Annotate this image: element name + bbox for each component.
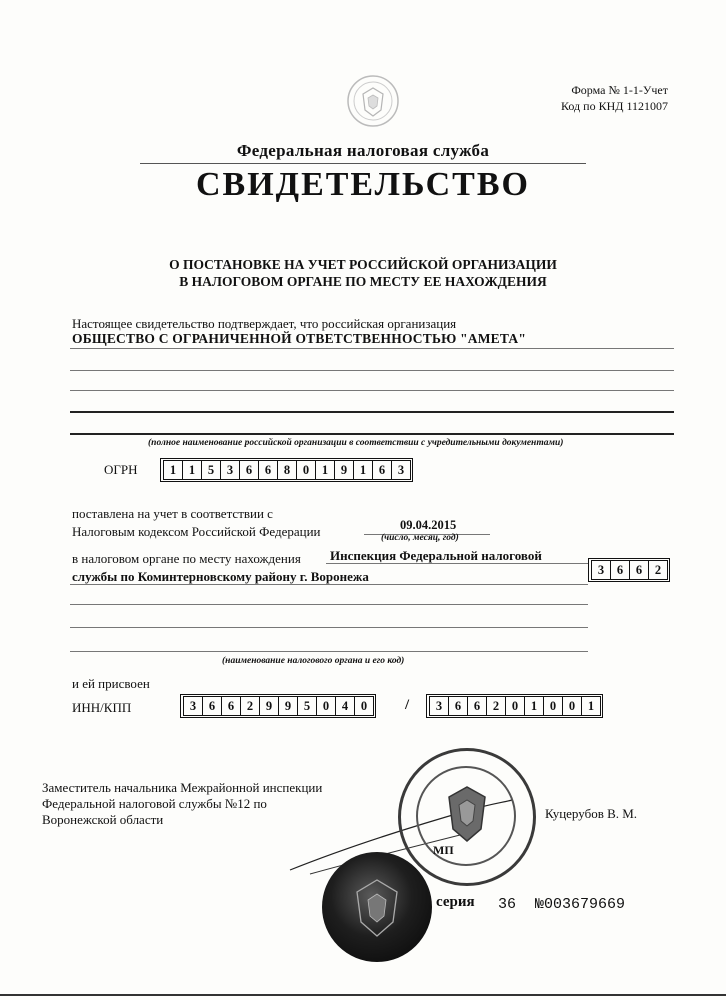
authority-line-3 [70,604,588,605]
document-title: СВИДЕТЕЛЬСТВО [196,166,530,203]
document-subtitle [0,256,726,290]
ogrn-digit: 6 [372,460,392,480]
kpp-digit: 3 [429,696,449,716]
scan-edge [0,994,726,996]
ogrn-digit: 3 [220,460,240,480]
serial-label: серия [436,894,475,910]
inn-digit: 2 [240,696,260,716]
authority-name-line-1: Инспекция Федеральной налоговой [330,548,542,563]
authority-line-2 [70,584,588,585]
inn-digit: 4 [335,696,355,716]
agency-name: Федеральная налоговая служба [236,141,490,160]
subtitle-line-1: О ПОСТАНОВКЕ НА УЧЕТ РОССИЙСКОЙ ОРГАНИЗАЦИИ [169,257,557,272]
ogrn-digit: 3 [391,460,411,480]
kpp-digit: 1 [581,696,601,716]
position-line-2: Федеральной налоговой службы №12 по [42,796,267,811]
kpp-digit: 0 [505,696,525,716]
kpp-boxes [426,694,603,718]
inn-digit: 0 [316,696,336,716]
seal-mp: МП [433,843,454,857]
kpp-digit: 0 [562,696,582,716]
inn-digit: 6 [221,696,241,716]
registration-date: 09.04.2015 [400,518,457,532]
serial-series: 36 [498,896,517,913]
registration-line-1: поставлена на учет в соответствии с [72,506,273,521]
authority-line-5 [70,651,588,652]
authority-code-digit: 6 [610,560,630,580]
inn-digit: 0 [354,696,374,716]
inn-kpp-label: ИНН/КПП [72,700,132,715]
kpp-digit: 6 [448,696,468,716]
signatory-name: Куцерубов В. М. [545,806,638,821]
kpp-digit: 6 [467,696,487,716]
ogrn-digit: 1 [353,460,373,480]
ogrn-digit: 0 [296,460,316,480]
inn-digit: 3 [183,696,203,716]
subtitle-line-2: В НАЛОГОВОМ ОРГАНЕ ПО МЕСТУ ЕЕ НАХОЖДЕНИЯ [179,274,547,289]
org-line-2 [70,370,674,371]
authority-label: в налоговом органе по месту нахождения [72,551,301,566]
inn-digit: 9 [278,696,298,716]
org-name: ОБЩЕСТВО С ОГРАНИЧЕННОЙ ОТВЕТСТВЕННОСТЬЮ "АМЕТА" [72,331,527,346]
ogrn-digit: 1 [163,460,183,480]
registration-line-2: Налоговым кодексом Российской Федерации [72,524,321,539]
watermark-emblem-icon [346,72,400,130]
authority-caption: (наименование налогового органа и его код) [222,656,405,666]
org-intro: Настоящее свидетельство подтверждает, что российская организация [72,316,457,331]
authority-code-digit: 6 [629,560,649,580]
ogrn-digit: 5 [201,460,221,480]
authority-code-digit: 3 [591,560,611,580]
authority-code-boxes [588,558,670,582]
date-caption: (число, месяц, год) [381,533,459,543]
kpp-digit: 2 [486,696,506,716]
form-code-block [540,82,668,114]
inn-kpp-separator: / [405,697,410,713]
form-number: Форма № 1-1-Учет [571,83,668,97]
org-line-5 [70,433,674,435]
ogrn-digit: 1 [182,460,202,480]
serial-number: №003679669 [535,896,626,913]
org-line-3 [70,390,674,391]
ogrn-label: ОГРН [104,462,138,477]
ogrn-digit: 6 [239,460,259,480]
ogrn-digit: 1 [315,460,335,480]
position-line-1: Заместитель начальника Межрайонной инспекции [42,780,323,795]
ogrn-boxes [160,458,413,482]
hologram-emblem-icon [322,852,432,962]
knd-code: Код по КНД 1121007 [561,99,668,113]
ogrn-digit: 8 [277,460,297,480]
ogrn-digit: 6 [258,460,278,480]
inn-boxes [180,694,376,718]
authority-line-4 [70,627,588,628]
kpp-digit: 0 [543,696,563,716]
inn-digit: 5 [297,696,317,716]
ogrn-digit: 9 [334,460,354,480]
header-rule [140,163,586,164]
org-caption: (полное наименование российской организации в соответствии с учредительными документами) [148,438,564,448]
assigned-label: и ей присвоен [72,676,150,691]
position-line-3: Воронежской области [42,812,164,827]
inn-digit: 9 [259,696,279,716]
inn-digit: 6 [202,696,222,716]
authority-line-1 [326,563,588,564]
authority-name-line-2: службы по Коминтерновскому району г. Воронежа [72,569,369,584]
authority-code-digit: 2 [648,560,668,580]
org-line-1 [70,348,674,349]
kpp-digit: 1 [524,696,544,716]
org-line-4 [70,411,674,413]
